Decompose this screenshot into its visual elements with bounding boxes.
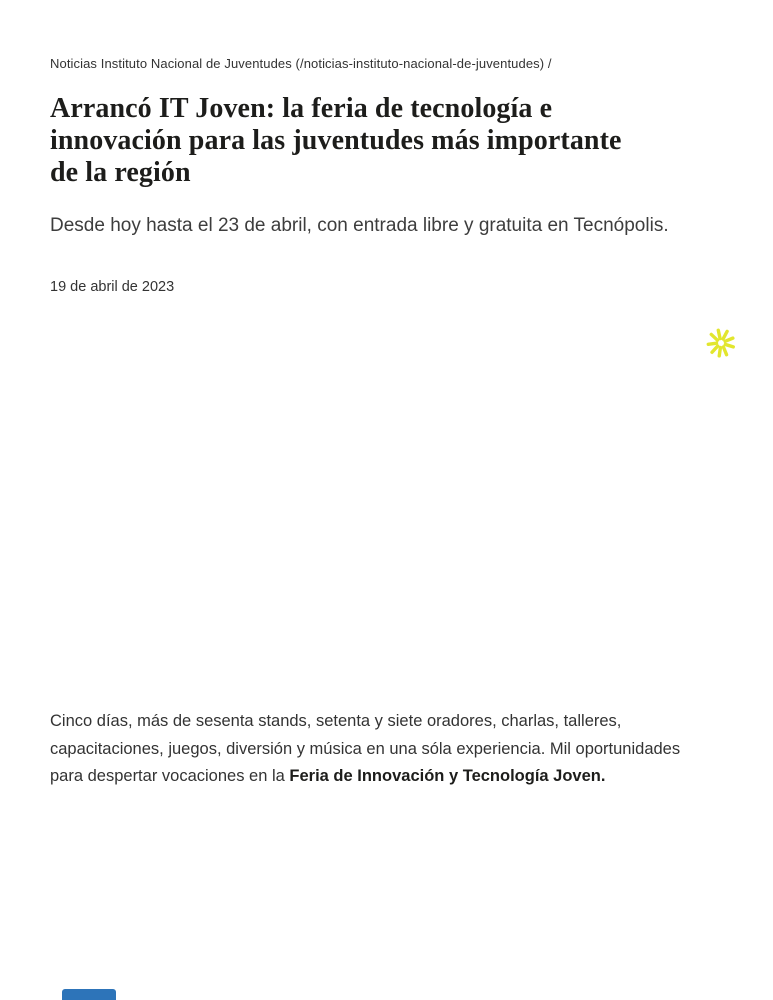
article-body-bold-lead: Feria de Innovación y xyxy=(289,767,459,785)
article-media-placeholder xyxy=(50,310,723,708)
breadcrumb-link-noticias[interactable]: Noticias Instituto Nacional de Juventudes (/noticias-instituto-nacional-de-juventudes) xyxy=(50,56,545,71)
breadcrumb xyxy=(50,56,723,72)
article-date: 19 de abril de 2023 xyxy=(50,279,175,295)
article-body-paragraph xyxy=(50,708,700,791)
article-body-text: Cinco días, más de sesenta stands, setenta y siete oradores, charlas, talleres, capacitaciones, juegos, diversión y música en una sóla experiencia. Mil oportunidades para despertar vocaciones en la xyxy=(50,712,681,785)
asterisk-loading-spinner-icon xyxy=(705,327,737,359)
page-title: Arrancó IT Joven: la feria de tecnología e innovación para las juventudes más importante de la región xyxy=(50,93,622,188)
article-body-bold-tail: Tecnología Joven. xyxy=(462,767,606,785)
article-subtitle: Desde hoy hasta el 23 de abril, con entrada libre y gratuita en Tecnópolis. xyxy=(50,215,669,236)
breadcrumb-separator: / xyxy=(547,56,552,71)
partially-visible-bottom-button[interactable] xyxy=(62,989,116,1000)
